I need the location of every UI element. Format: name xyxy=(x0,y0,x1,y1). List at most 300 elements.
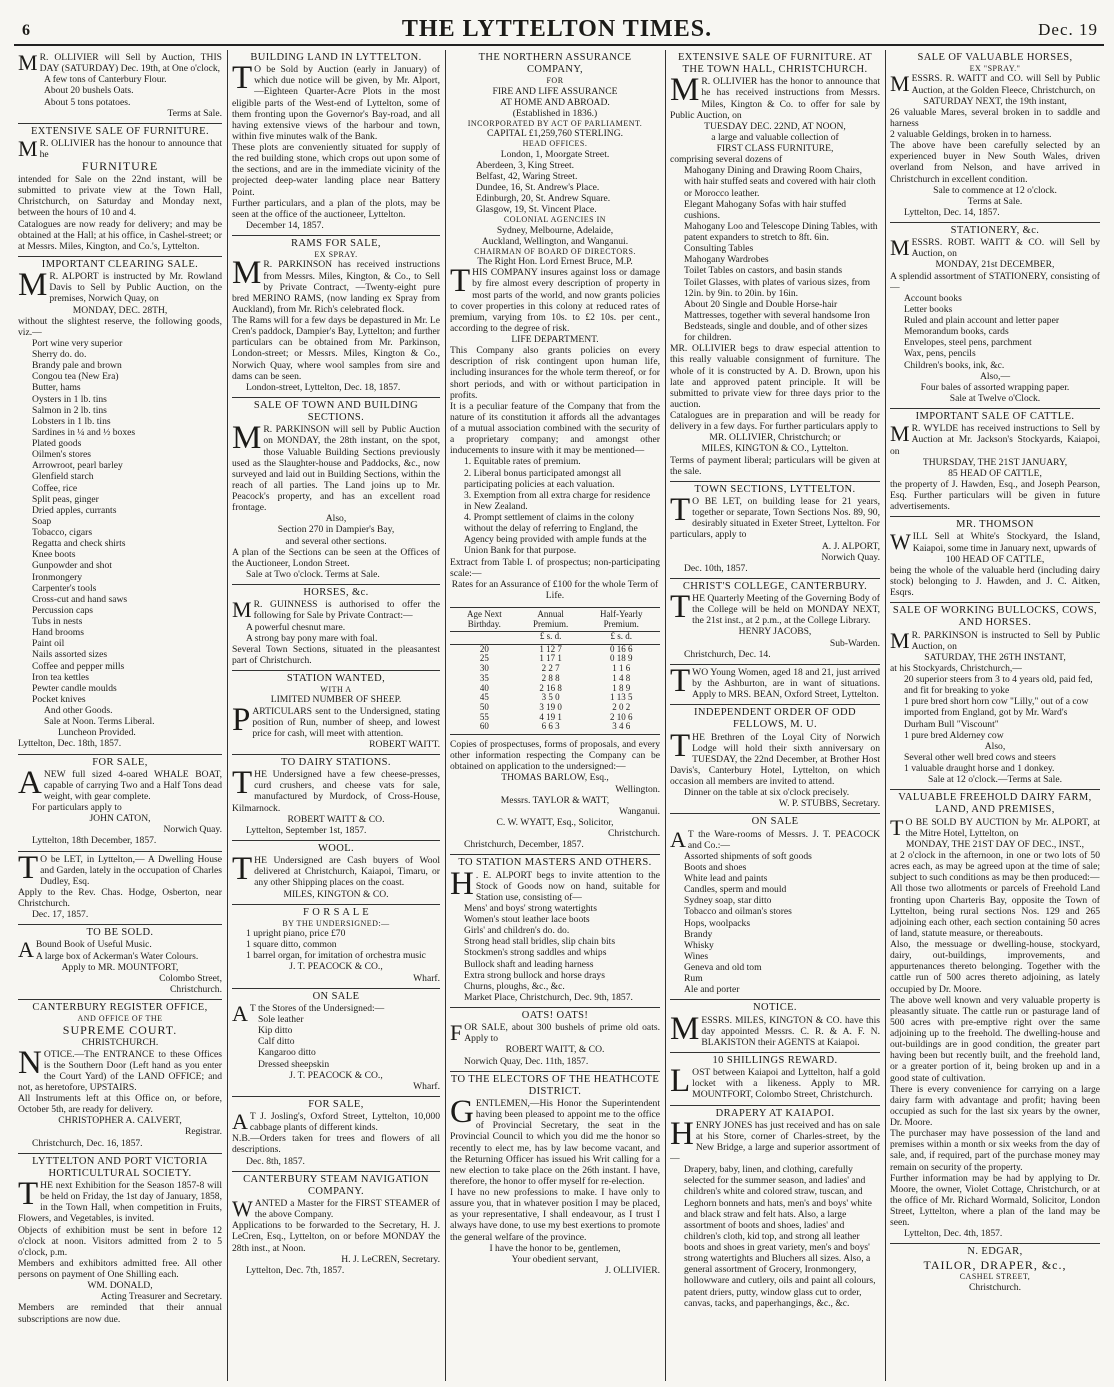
ad-text: EX "SPRAY." xyxy=(969,64,1021,74)
ad-text: J. OLLIVIER. xyxy=(604,1264,660,1276)
ad-text: N.B.—Orders taken for trees and flowers of all descriptions. xyxy=(232,1133,440,1156)
ad-text xyxy=(232,599,440,621)
ad-text: Toilet Tables on castors, and basin stands xyxy=(684,265,843,277)
ad-text xyxy=(890,531,1100,553)
ad-text: Paint oil xyxy=(32,638,65,650)
ad-text: Objects of exhibition must be sent in before 12 o'clock at noon. Visitors admitted from 2 to 5 o'clock, p.m. xyxy=(18,1224,222,1258)
ad-text-rest: ILL Sell at White's Stockyard, the Island, Kaiapoi, some time in January next, upwards of xyxy=(912,531,1100,554)
ad-text xyxy=(232,60,440,142)
ad-text: Pocket knives xyxy=(32,693,86,705)
ad-text: 1 square ditto, common xyxy=(246,939,337,951)
ad-text-rest: ESSRS. ROBT. WAITT & CO. will Sell by Auction, on xyxy=(911,237,1100,260)
ad-text: Knee boots xyxy=(32,549,76,561)
ad-text: Wharf. xyxy=(413,1080,440,1092)
ad-text-rest: R. PARKINSON is instructed to Sell by Public Auction, on xyxy=(911,629,1100,652)
advertisement xyxy=(890,1244,1100,1296)
drop-cap: N xyxy=(18,1044,42,1081)
ad-text xyxy=(670,1115,880,1165)
ad-text: 1 upright piano, price £70 xyxy=(246,928,346,940)
drop-cap: A xyxy=(232,1109,248,1135)
ad-text: Further particulars, and a plan of the plots, may be seen at the office of the auctioneer, Lyttelton. xyxy=(232,197,440,220)
ad-text: Christchurch, Dec. 14. xyxy=(684,648,771,660)
drop-cap: F xyxy=(450,1020,463,1046)
ad-text: Apply to the Rev. Chas. Hodge, Osberton, near Christchurch. xyxy=(18,886,222,910)
ad-text xyxy=(18,849,222,887)
ad-heading: HORSES, &c. xyxy=(303,587,369,599)
ad-text: MR. OLLIVIER, Christchurch; or xyxy=(709,432,841,444)
ad-text: MR. OLLIVIER begs to draw especial attention to this really valuable consignment of furniture. The whole of it is constructed by A. D. Brown, upon his late and approved patent principle. It will be submitted to private view for three days prior to the auction. xyxy=(670,343,880,410)
ad-text: Congou tea (New Era) xyxy=(32,371,119,383)
advertisement xyxy=(232,1097,440,1172)
column-5 xyxy=(890,50,1100,1383)
ad-text: The purchaser may have possession of the land and premises within a month or six weeks from the day of sale, and, if required, part of the purchase money may remain on security of the property. xyxy=(890,1128,1100,1173)
ad-text: Apply to MR. MOUNTFORT, xyxy=(61,961,179,973)
advertisement xyxy=(232,585,440,671)
advertisement xyxy=(670,482,880,579)
ad-text: Sale at Noon. Terms Liberal. xyxy=(44,716,155,728)
ad-text xyxy=(670,589,880,627)
drop-cap: T xyxy=(232,765,253,802)
ad-text: Mens' and boys' strong watertights xyxy=(464,902,597,914)
ad-text: SATURDAY, THE 26TH INSTANT, xyxy=(924,651,1066,663)
column-2 xyxy=(232,50,440,1383)
ad-text xyxy=(18,1176,222,1225)
ad-text: It is a peculiar feature of the Company that from the nature of its constitution it affords all the advantages of a mutual association combined with the security of a proprietary company; and amongst other inducements to insure with it may be mentioned— xyxy=(450,400,660,457)
ad-text: Christchurch. xyxy=(969,1281,1021,1293)
ad-text: There is every convenience for carrying on a large dairy farm with advantage and profit; having been occupied as such for the last six years by the owner, Dr. Moore. xyxy=(890,1083,1100,1129)
drop-cap: M xyxy=(670,1010,700,1047)
ad-text: ROBERT WAITT, & CO. xyxy=(505,1044,605,1056)
drop-cap: T xyxy=(670,589,691,626)
ad-text: CAPITAL £1,259,760 STERLING. xyxy=(486,128,624,140)
ad-text: The above have been carefully selected by an experienced buyer in New South Wales, driven overland from Nelson, and have arrived in Christchurch in excellent condition. xyxy=(890,140,1100,185)
ad-text-rest: NEW full sized 4-oared WHALE BOAT, capable of carrying Two and a Half Tons dead weight, with gear complete. xyxy=(43,768,222,802)
drop-cap: A xyxy=(670,826,686,852)
ad-text: Sale at 12 o'clock.—Terms at Sale. xyxy=(928,774,1062,786)
ad-text: Wanganui. xyxy=(618,805,660,817)
ad-text: Terms at Sale. xyxy=(967,195,1023,207)
advertisement xyxy=(232,1172,440,1280)
drop-cap: M xyxy=(232,597,252,623)
advertisement xyxy=(232,236,440,398)
ad-text: Christchurch. xyxy=(170,983,222,995)
ad-text: Extract from Table I. of prospectus; non-participating scale:— xyxy=(450,556,660,579)
ad-text: H. J. LeCREN, Secretary. xyxy=(341,1253,440,1265)
ad-text: Sale at Twelve o'Clock. xyxy=(949,392,1041,404)
ad-text: Belfast, 42, Waring Street. xyxy=(476,170,578,182)
ad-text: Dundee, 16, St. Andrew's Place. xyxy=(476,182,600,194)
ad-text xyxy=(232,255,440,315)
ad-text-rest: R. OLLIVIER will Sell by Auction, THIS DAY (SATURDAY) Dec. 19th, at One o'clock, xyxy=(39,52,222,75)
ad-text xyxy=(450,1094,660,1187)
issue-date: Dec. 19 xyxy=(1038,20,1098,39)
ad-text: Kangaroo ditto xyxy=(258,1047,316,1059)
ad-text: 1 pure bred Alderney cow xyxy=(904,729,1004,741)
ad-text: MONDAY, 21st DECEMBER, xyxy=(935,259,1055,271)
ad-text: Members are reminded that their annual subscriptions are now due. xyxy=(18,1302,222,1325)
advertisement xyxy=(670,814,880,1000)
ad-text-rest: HE Undersigned have a few cheese-presses, curd crushers, and cheese vats for sale, manufactured by Murdock, of Cross-House, Kilmarnock. xyxy=(232,769,440,814)
ad-heading: SALE OF WORKING BULLOCKS, COWS, AND HORSES. xyxy=(892,605,1098,629)
drop-cap: M xyxy=(890,71,910,97)
ad-heading: SALE OF TOWN AND BUILDING SECTIONS. xyxy=(253,399,419,424)
ad-text: Section 270 in Dampier's Bay, xyxy=(277,524,395,536)
ad-text: 2. Liberal bonus participated amongst all participating policies at each valuation. xyxy=(464,467,622,490)
ad-text: Christchurch. xyxy=(608,828,660,840)
ad-text: Calf ditto xyxy=(258,1036,295,1048)
ad-text: Elegant Mahogany Sofas with hair stuffed cushions. xyxy=(684,198,847,221)
column-divider xyxy=(665,50,666,1381)
ad-text: Lyttelton, September 1st, 1857. xyxy=(246,824,367,836)
ad-text: JOHN CATON, xyxy=(89,813,151,825)
ad-text: 1. Equitable rates of premium. xyxy=(464,456,581,468)
ad-text: A strong bay pony mare with foal. xyxy=(246,632,378,644)
ad-text: Girls' and children's do. do. xyxy=(464,925,570,937)
ad-text: J. T. PEACOCK & CO., xyxy=(289,1069,383,1081)
ad-text: ROBERT WAITT. xyxy=(369,738,440,750)
page-number: 6 xyxy=(22,22,30,39)
ad-text: Coffee and pepper mills xyxy=(32,660,125,672)
ad-text xyxy=(670,727,880,788)
ad-text-rest: R. WYLDE has received instructions to Sell by Auction at Mr. Jackson's Stockyards, Kaiapoi, on xyxy=(890,423,1100,457)
ad-heading: DRAPERY AT KAIAPOI. xyxy=(715,1107,835,1119)
drop-cap: H xyxy=(670,1115,694,1152)
ad-text: Bullock shaft and leading harness xyxy=(464,958,594,970)
advertisement xyxy=(450,1008,660,1072)
ad-text: Mahogany Wardrobes xyxy=(684,254,769,266)
advertisement xyxy=(232,671,440,755)
rates-cell: 50 xyxy=(479,701,489,712)
ad-text: MILES, KINGTON & CO. xyxy=(283,888,389,900)
ad-text: THURSDAY, THE 21ST JANUARY, xyxy=(922,456,1068,468)
ad-text-rest: OTICE.—The ENTRANCE to these Offices is the Southern Door (Left hand as you enter the Court Yard) of the LAND OFFICE; and not, as heretofore, UPSTAIRS. xyxy=(18,1048,222,1093)
ad-text: 100 HEAD OF CATTLE, xyxy=(945,553,1045,565)
rates-cell: 1 1 6 xyxy=(612,663,631,674)
ad-text: Envelopes, steel pens, parchment xyxy=(904,337,1032,349)
ad-text: Several Town Sections, situated in the pleasantest part of Christchurch. xyxy=(232,643,440,666)
ad-text: Toilet Glasses, with plates of various sizes, from 12in. by 9in. to 20in. by 16in. xyxy=(684,276,871,299)
rates-cell: 0 18 9 xyxy=(609,653,633,664)
ad-text: WM. DONALD, xyxy=(87,1280,153,1292)
advertisement xyxy=(18,1000,222,1154)
ad-text-rest: WO Young Women, aged 18 and 21, just arrived by the Ashburton, are in want of situations. Apply to MRS. BEAN, Oxford Street, Lyttelton. xyxy=(692,666,880,701)
ad-text xyxy=(670,492,880,541)
ad-heading: IMPORTANT CLEARING SALE. xyxy=(41,258,199,270)
ad-text: Salmon in 2 lb. tins xyxy=(32,404,107,416)
rates-unit-cell xyxy=(450,631,519,644)
ad-text xyxy=(18,1044,222,1094)
ad-text xyxy=(18,764,222,802)
ad-text: Dec. 10th, 1857. xyxy=(684,562,748,574)
ad-text xyxy=(232,1111,440,1133)
ad-text: 4. Prompt settlement of claims in the colony without the delay of referring to England, the Agency being provided with ample funds at the Union Bank for that purpose. xyxy=(464,512,647,557)
ad-text: The Right Hon. Lord Ernest Bruce, M.P. xyxy=(477,256,633,268)
ad-text: at his Stockyards, Christchurch,— xyxy=(890,662,1022,674)
ad-text: Sydney soap, star ditto xyxy=(684,895,772,907)
rates-cell: 4 19 1 xyxy=(539,711,562,722)
ad-text: Letter books xyxy=(904,303,953,315)
ad-text: 20 superior steers from 3 to 4 years old, paid fed, and fit for breaking to yoke xyxy=(904,674,1093,697)
ad-text: THOMAS BARLOW, Esq., xyxy=(501,772,609,784)
ad-text: Regatta and check shirts xyxy=(32,538,126,550)
ad-text: The Rams will for a few days be depastured in Mr. Le Cren's paddock, Dampier's Bay, Lyttelton; and further particulars can be obtained from Mr. Parkinson, London-street; or Messrs. Miles, Kington & Co., Norwich Quay, where wool samples from sire and dams can be seen. xyxy=(232,315,440,382)
ad-text: Tobacco and oilman's stores xyxy=(684,906,792,918)
ad-text: CASHEL STREET, xyxy=(959,1272,1031,1282)
ad-text xyxy=(450,1022,660,1044)
ad-text: About 20 bushels Oats. xyxy=(44,85,134,97)
ad-text: London-street, Lyttelton, Dec. 18, 1857. xyxy=(246,381,401,393)
ad-text: Strong head stall bridles, slip chain bits xyxy=(464,936,616,948)
table-row xyxy=(450,722,660,734)
ad-text: at 2 o'clock in the afternoon, in one or two lots of 50 acres each, as may be agreed upon at the time of sale; subject to such conditions as may be then produced:— xyxy=(890,850,1100,884)
rates-cell: 2 8 8 xyxy=(541,672,560,683)
advertisement xyxy=(18,755,222,852)
ad-heading: F O R S A L E xyxy=(302,906,370,918)
drop-cap: A xyxy=(18,937,34,963)
ad-text: HENRY JACOBS, xyxy=(738,626,812,638)
drop-cap: H xyxy=(450,865,474,902)
advertisement xyxy=(890,603,1100,790)
ad-text: 3. Exemption from all extra charge for residence in New Zealand. xyxy=(464,489,651,512)
ad-heading: EXTENSIVE SALE OF FURNITURE. AT THE TOWN HALL, CHRISTCHURCH. xyxy=(677,52,873,76)
column-4 xyxy=(670,50,880,1383)
ad-text: The above well known and very valuable property is pleasantly situate. The cattle run or pasturage land of 500 acres with pre-emptive right over the same adjoining up to the freehold. The dwelling-house and out-buildings are in good condition, the greater part having been but recently built, and the freehold land, or a greater portion of it, being broken up and in a good state of cultivation. xyxy=(890,994,1100,1084)
ad-text: Stockmen's strong saddles and whips xyxy=(464,947,607,959)
ad-text: This Company also grants policies on every description of risk contingent upon human life, including insurances for the whole term thereof, or for short periods, and with or without participation in profits. xyxy=(450,345,660,401)
ad-heading: TO DAIRY STATIONS. xyxy=(281,757,391,769)
rates-cell: 45 xyxy=(479,692,489,703)
ad-heading: STATIONERY, &c. xyxy=(950,225,1040,237)
rates-cell: 3 19 0 xyxy=(539,701,562,712)
ad-text: Sub-Warden. xyxy=(829,637,880,649)
ad-text: Terms at Sale. xyxy=(167,107,222,119)
ad-text: Lyttelton, Dec. 4th, 1857. xyxy=(904,1228,1003,1240)
column-3 xyxy=(450,50,660,1383)
ad-heading: CANTERBURY REGISTER OFFICE, xyxy=(32,1002,208,1014)
ad-text xyxy=(890,814,1100,840)
rates-unit-cell: £ s. d. xyxy=(582,631,660,644)
ad-text: Butter, hams xyxy=(32,382,81,394)
ad-text: Market Place, Christchurch, Dec. 9th, 1857. xyxy=(464,991,633,1003)
ad-text: Wharf. xyxy=(413,972,440,984)
advertisement xyxy=(232,50,440,236)
ad-text: MILES, KINGTON & CO., Lyttelton. xyxy=(701,443,849,455)
ad-text: BY THE UNDERSIGNED:— xyxy=(282,918,390,928)
ad-text: Glasgow, 19, St. Vincent Place. xyxy=(476,204,597,216)
ad-text-rest: R. ALPORT is instructed by Mr. Rowland Davis to Sell by Public Auction, on the premises, Norwich Quay, on xyxy=(49,271,222,305)
advertisement xyxy=(18,925,222,1000)
ad-text xyxy=(890,627,1100,653)
ad-text: Geneva and old tom xyxy=(684,962,762,974)
newspaper-title: THE LYTTELTON TIMES. xyxy=(401,16,713,42)
ad-text-rest: ESSRS. MILES, KINGTON & CO. have this day appointed Messrs. C. R. & A. F. N. BLAKISTON their AGENTS at Kaiapoi. xyxy=(701,1014,880,1048)
ad-text: COLONIAL AGENCIES IN xyxy=(503,215,607,225)
advertisement xyxy=(890,223,1100,409)
ad-text: TUESDAY DEC. 22ND, AT NOON, xyxy=(704,120,846,132)
ad-text: SATURDAY NEXT, the 19th instant, xyxy=(923,95,1067,107)
ad-text xyxy=(232,765,440,814)
ad-heading: ON SALE xyxy=(751,816,799,828)
ad-text: And other Goods. xyxy=(44,705,113,716)
ad-text: Also, the messuage or dwelling-house, stockyard, dairy, out-buildings, improvements, and appurtenances thereto belonging. Together with the cattle run of 500 acres thereto adjoining, as lately occupied by Dr. Moore. xyxy=(890,939,1100,995)
ad-text: Percussion caps xyxy=(32,604,94,616)
ad-text xyxy=(232,420,440,514)
ad-text-rest: OR SALE, about 300 bushels of prime old oats. Apply to xyxy=(464,1022,660,1045)
advertisement xyxy=(18,124,222,257)
ad-text xyxy=(232,1198,440,1220)
ad-text: 1 pure bred short horn cow "Lilly," out of a cow imported from England, got by Mr. Ward's Durham Bull "Viscount" xyxy=(904,696,1089,730)
ad-text: London, 1, Moorgate Street. xyxy=(500,148,610,160)
ad-text: Tobacco, cigars xyxy=(32,527,93,538)
ad-text: Lyttelton, Dec. 7th, 1857. xyxy=(246,1264,345,1276)
ad-text: Lobsters in 1 lb. tins xyxy=(32,415,111,427)
ad-text: Applications to be forwarded to the Secretary, H. J. LeCren, Esq., Lyttelton, on or before MONDAY the 28th inst., at Noon. xyxy=(232,1220,440,1254)
ad-text: FOR xyxy=(546,76,564,86)
ad-text-rest: HE Undersigned are Cash buyers of Wool delivered at Christchurch, Kaiapoi, Timaru, or any other Shipping places on the coast. xyxy=(254,855,440,889)
drop-cap: M xyxy=(232,420,262,457)
advertisement xyxy=(890,50,1100,223)
drop-cap: T xyxy=(670,727,691,764)
ad-text xyxy=(18,135,222,161)
drop-cap: M xyxy=(18,50,38,75)
ad-text: Several other well bred cows and steers xyxy=(904,751,1056,763)
ad-text: Pewter candle moulds xyxy=(32,682,117,694)
ad-text-rest: HIS COMPANY insures against loss or damage by fire almost every description of property in most parts of the world, and now grants policies to cover properties in this colony at reduced rates of premium, varying from 10s. to £2 10s. per cent., according to the degree of risk. xyxy=(450,267,660,334)
advertisement xyxy=(670,1053,880,1106)
ad-text: Wellington. xyxy=(615,783,660,795)
ad-text: Further information may be had by applying to Dr. Moore, the owner, Violet Cottage, Christchurch, or at the office of Mr. Richard Wormald, Solicitor, London Street, Lyttelton, where a plan of the land may be seen. xyxy=(890,1172,1100,1229)
ad-text: Carpenter's tools xyxy=(32,582,97,594)
ad-text: CHRISTOPHER A. CALVERT, xyxy=(58,1115,182,1127)
column-divider xyxy=(885,50,886,1381)
advertisement xyxy=(670,1106,880,1313)
ad-text: Candles, sperm and mould xyxy=(684,884,787,896)
ad-text: A. J. ALPORT, xyxy=(821,540,880,552)
advertisement xyxy=(18,257,222,755)
ad-text: Colombo Street, xyxy=(159,972,222,984)
ad-text: Catalogues are in preparation and will be ready for delivery in a few days. For further particulars apply to xyxy=(670,410,880,433)
advertisement xyxy=(18,849,222,926)
ad-text: Churns, ploughs, &c., &c. xyxy=(464,980,565,992)
ad-text: About 5 tons potatoes. xyxy=(44,96,131,108)
drop-cap: M xyxy=(18,135,38,161)
ad-text: WITH A xyxy=(320,685,352,695)
ad-text-rest: O be LET, in Lyttelton,— A Dwelling House and Garden, lately in the occupation of Charles Dudley, Esq. xyxy=(40,853,222,887)
rates-cell: 25 xyxy=(479,653,489,664)
ad-text: White lead and paints xyxy=(684,873,768,885)
ad-heading: FOR SALE, xyxy=(92,756,148,768)
rates-cell: 6 6 3 xyxy=(519,722,583,734)
ad-text: Extra strong bullock and horse drays xyxy=(464,969,605,981)
ad-text-rest: ANTED a Master for the FIRST STEAMER of the above Company. xyxy=(254,1198,440,1221)
ad-text-rest: HE Quarterly Meeting of the Governing Body of the College will be held on MONDAY NEXT, the 21st inst., at 2 p.m., at the College Library. xyxy=(692,593,880,627)
ad-heading: VALUABLE FREEHOLD DAIRY FARM, LAND, AND PREMISES, xyxy=(898,792,1092,816)
ad-text: Drapery, baby, linen, and clothing, carefully selected for the summer season, and ladies' and children's white and colored straw, tuscan, and Leghorn bonnets and hats, men's and boys' white and black straw and felt hats. Also, a large assortment of boots and shoes, ladies' and children's cloth, kid top, and strong all leather boots and shoes in great variety, men's and boys' strong watertights and Bluchers all sizes. Also, a general assortment of Grocery, Ironmongery, hollowware and cutlery, oils and paint all colours, patent driers, putty, window glass cut to order, canvas, tacks, and paperhangings, &c., &c. xyxy=(684,1164,876,1309)
ad-heading: TOWN SECTIONS, LYTTELTON. xyxy=(694,483,856,495)
rates-cell: 1 13 5 xyxy=(609,692,633,703)
ad-text: Mahogany Dining and Drawing Room Chairs, with hair stuffed seats and covered with hair cloth or Morocco leather. xyxy=(684,165,876,199)
ad-text: 85 HEAD OF CATTLE, xyxy=(948,467,1042,479)
ad-text: For particulars apply to xyxy=(32,802,122,814)
advertisement xyxy=(450,50,660,605)
ad-text-rest: . E. ALPORT begs to invite attention to the Stock of Goods now on hand, suitable for Station use, consisting of— xyxy=(475,869,660,903)
ad-text: Luncheon Provided. xyxy=(58,727,136,739)
drop-cap: T xyxy=(890,814,904,840)
ad-heading: SALE OF VALUABLE HORSES, xyxy=(917,52,1073,63)
drop-cap: P xyxy=(232,701,251,738)
ad-text: Cross-cut and hand saws xyxy=(32,593,128,605)
drop-cap: M xyxy=(890,627,910,653)
ad-text-rest: HE Brethren of the Loyal City of Norwich Lodge will hold their sixth anniversary on TUESDAY, the 22nd December, at Brother Host Davis's, Canterbury Hotel, Lyttelton, on which occasion all members are invited to attend. xyxy=(670,731,880,788)
ad-text: Account books xyxy=(904,292,962,304)
ad-text: Dec. 17, 1857. xyxy=(32,909,89,921)
ad-text: EX SPRAY. xyxy=(314,250,358,260)
rates-cell: 20 xyxy=(479,643,489,654)
drop-cap: A xyxy=(232,1000,248,1026)
ad-text: (Established in 1836.) xyxy=(512,107,598,119)
ad-text: W. P. STUBBS, Secretary. xyxy=(778,798,880,810)
ad-text-rest: R. PARKINSON has received instructions from Messrs. Miles, Kington, & Co., to Sell by Private Contract, —Twenty-eight pure bred MERINO RAMS, (now landing ex Spray from Auckland), from Mr. Rich's celebrated flock. xyxy=(232,259,440,315)
ad-text-rest: T the Ware-rooms of Messrs. J. T. PEACOCK and Co.:— xyxy=(687,828,880,851)
ad-heading: THE NORTHERN ASSURANCE COMPANY, xyxy=(478,52,632,76)
ad-text xyxy=(670,662,880,701)
ad-text: Copies of prospectuses, forms of proposals, and every other information respecting the Company can be obtained on application to the undersigned:— xyxy=(450,739,660,773)
ad-text-rest: ESSRS. R. WAITT and CO. will Sell by Public Auction, at the Golden Fleece, Christchurch, on xyxy=(911,73,1100,96)
ad-heading: MR. THOMSON xyxy=(956,519,1034,531)
ad-text: MONDAY, THE 21ST DAY OF DEC., INST., xyxy=(905,838,1085,850)
ad-text: All those two allotments or parcels of Freehold Land fronting upon Charteris Bay, opposite the Town of Lyttelton, being rural sections Nos. 129 and 265 adjoining each other, each section containing 50 acres of land, statute measure, or thereabouts. xyxy=(890,883,1100,939)
advertisement xyxy=(232,905,440,989)
ad-text: Lyttelton, Dec. 18th, 1857. xyxy=(18,738,122,750)
ad-text: Members and exhibitors admitted free. All other persons on payment of One Shilling each. xyxy=(18,1257,222,1281)
rates-cell: 2 16 8 xyxy=(539,682,562,693)
ad-text: All Instruments left at this Office on, or before, October 5th, are ready for delivery. xyxy=(18,1093,222,1116)
column-1 xyxy=(18,50,222,1383)
ad-text: December 14, 1857. xyxy=(246,219,324,231)
ad-text xyxy=(890,237,1100,259)
ad-text-rest: T J. Josling's, Oxford Street, Lyttelton, 10,000 cabbage plants of different kinds. xyxy=(249,1111,440,1134)
ad-text: Dinner on the table at six o'clock precisely. xyxy=(684,787,850,799)
ad-text: Dressed sheepskin xyxy=(258,1058,330,1070)
ad-text: without the slightest reserve, the following goods, viz.— xyxy=(18,315,222,338)
ad-text: Four bales of assorted wrapping paper. xyxy=(920,381,1070,393)
ad-text: a large and valuable collection of xyxy=(711,131,839,143)
ad-text-rest: T the Stores of the Undersigned:— xyxy=(249,1002,385,1014)
ad-text: Whisky xyxy=(684,939,714,951)
rates-cell: 1 8 9 xyxy=(612,682,631,693)
ad-heading: N. EDGAR, xyxy=(967,1246,1023,1258)
ad-text: ROBERT WAITT & CO. xyxy=(287,813,385,825)
ad-text: Rum xyxy=(684,973,703,985)
ad-heading: RAMS FOR SALE, xyxy=(291,238,381,250)
ad-heading: CANTERBURY STEAM NAVIGATION COMPANY. xyxy=(243,1173,429,1197)
ad-text: INCORPORATED BY ACT OF PARLIAMENT. xyxy=(467,118,643,128)
ad-text: Rates for an Assurance of £100 for the whole Term of Life. xyxy=(451,578,659,601)
ad-text: Also, xyxy=(984,740,1006,752)
ad-text: and several other sections. xyxy=(285,535,387,547)
advertisement xyxy=(450,737,660,855)
ad-text xyxy=(670,1063,880,1101)
ad-text: Your obedient servant, xyxy=(511,1253,599,1265)
ad-text xyxy=(670,72,880,121)
advertisement xyxy=(670,662,880,705)
ad-text: Children's books, ink, &c. xyxy=(904,359,1005,371)
ad-heading: OATS! OATS! xyxy=(521,1010,589,1022)
ad-text: comprising several dozens of xyxy=(670,154,783,166)
ad-text xyxy=(450,865,660,903)
ad-text: intended for Sale on the 22nd instant, will be submitted to private view at the Town Hall, Christchurch, on Saturday and Monday next, between the hours of 10 and 4. xyxy=(18,174,222,219)
ad-text: 1 barrel organ, for imitation of orchestra music xyxy=(246,950,426,962)
